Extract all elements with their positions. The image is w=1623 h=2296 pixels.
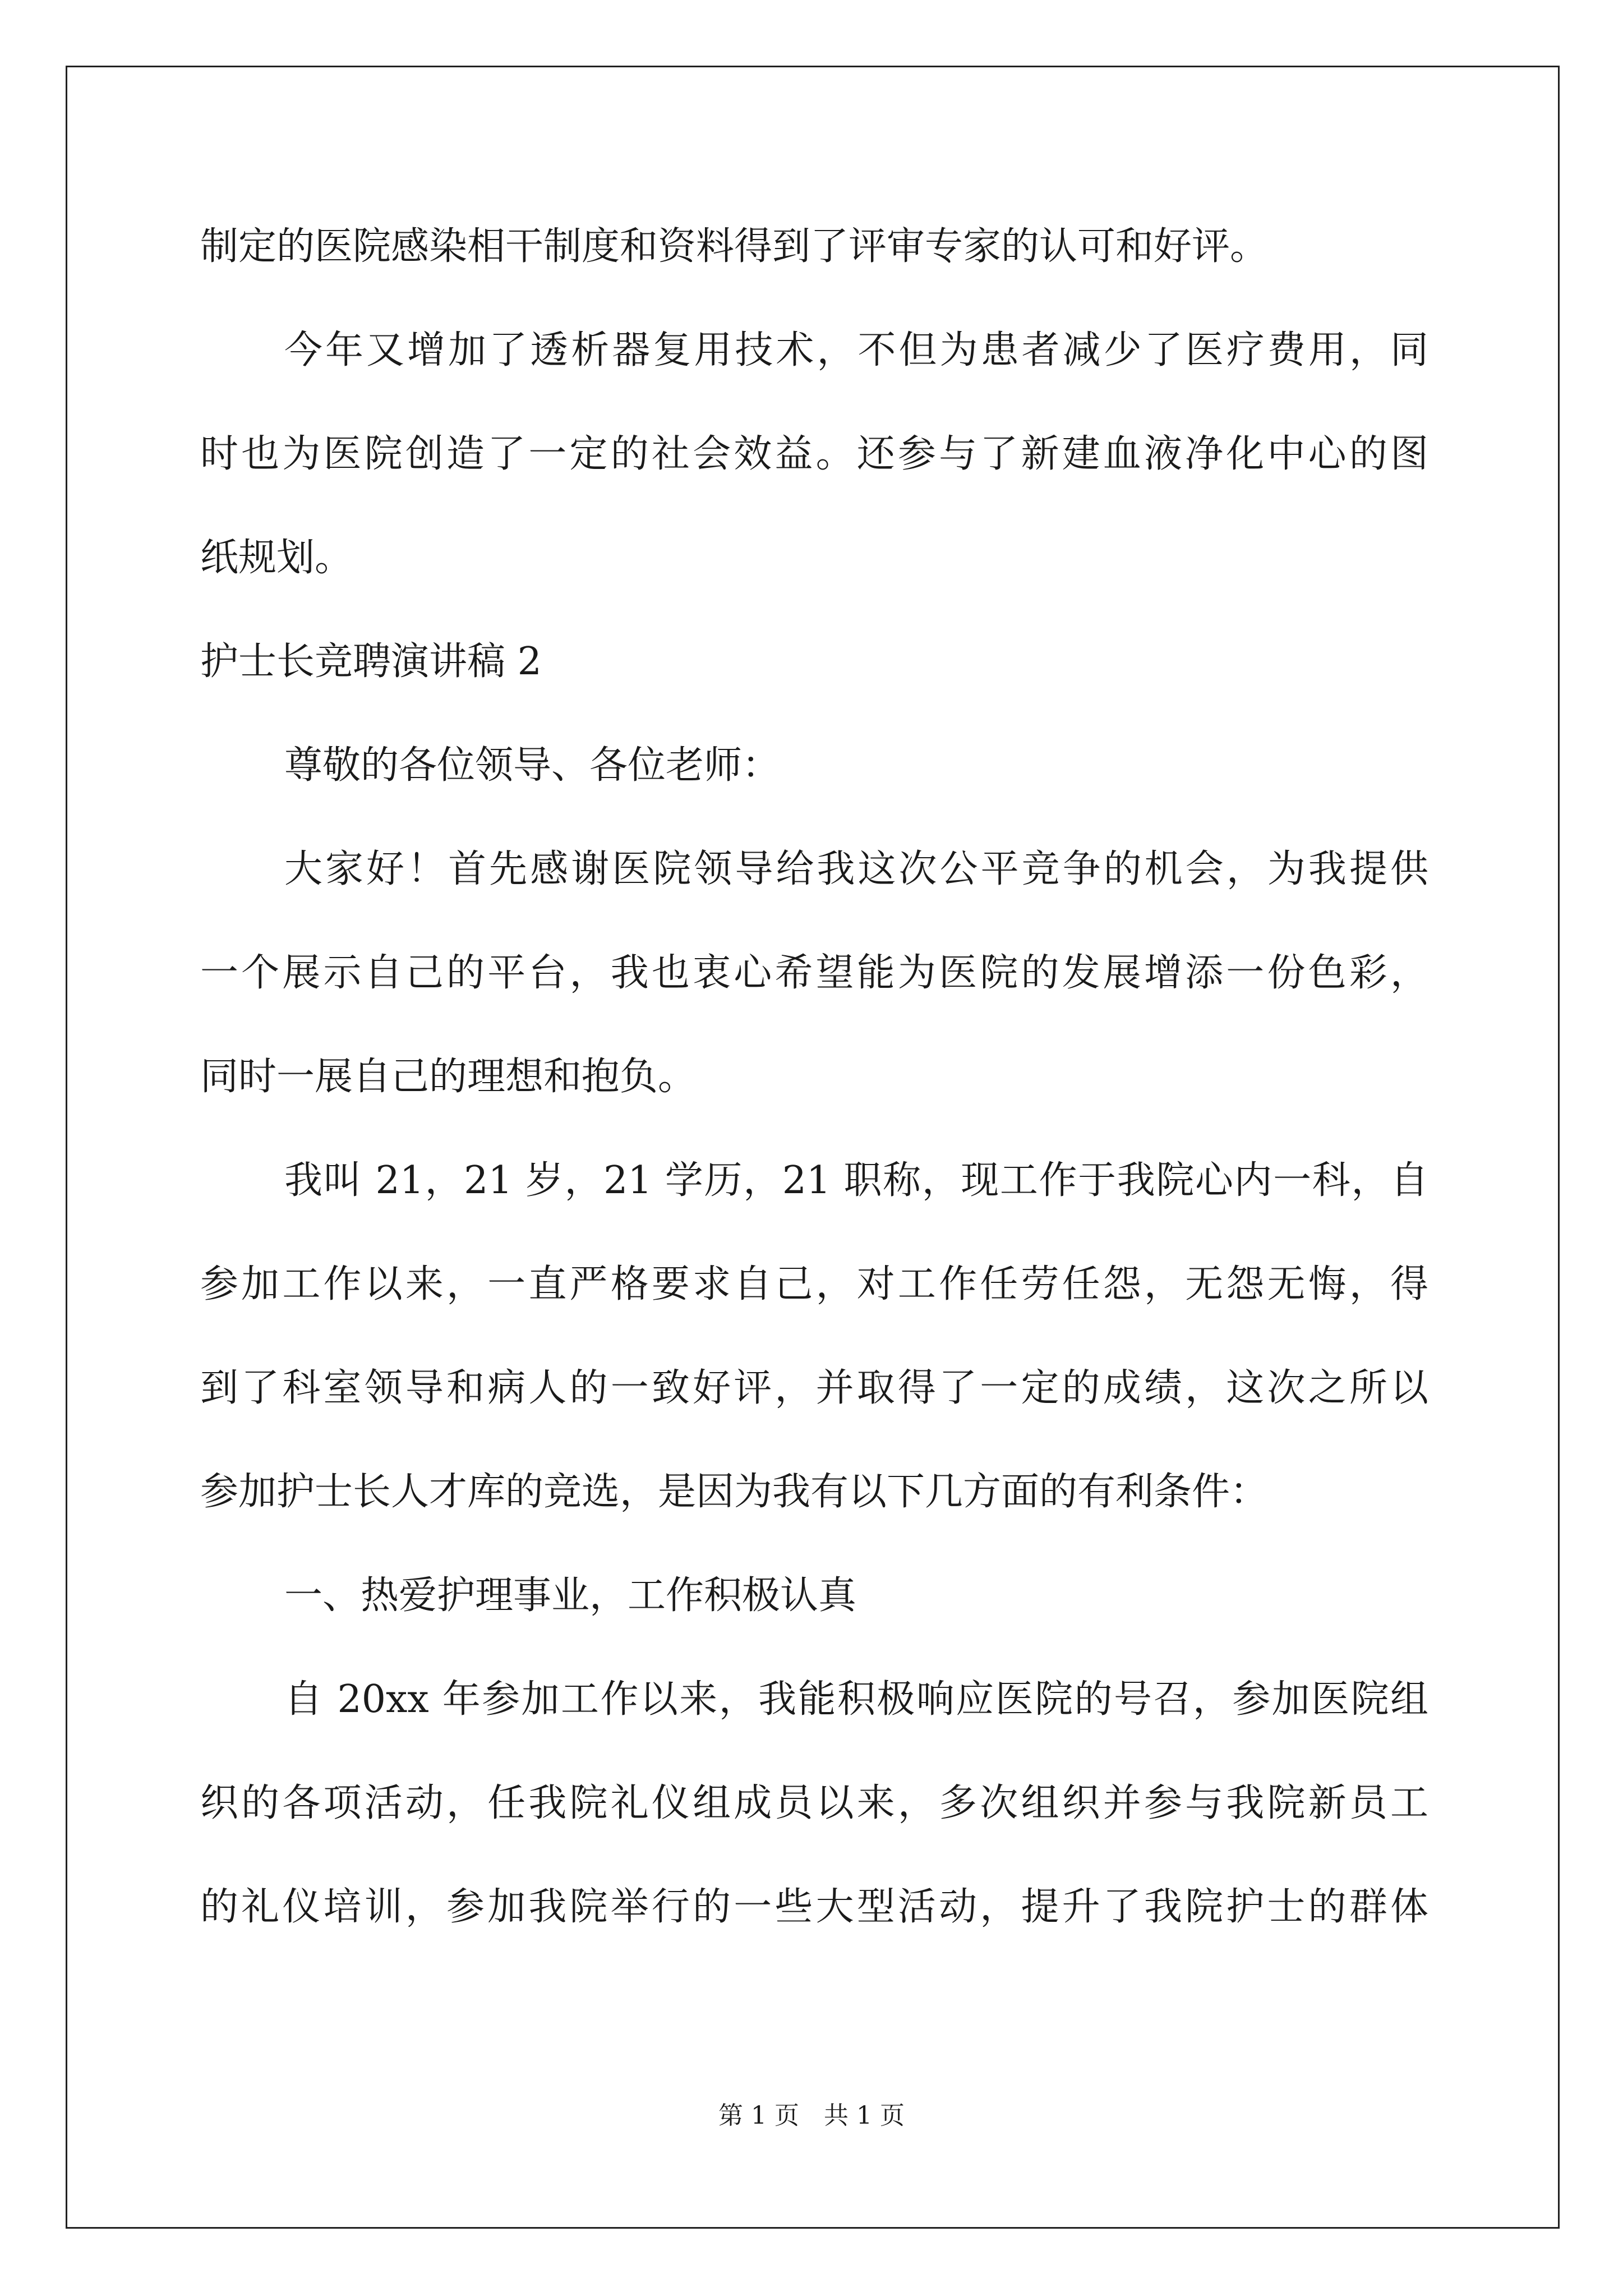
paragraph-line: 参加护士长人才库的竞选，是因为我有以下几方面的有利条件： xyxy=(200,1470,1269,1514)
paragraph-line: 自 20xx 年参加工作以来，我能积极响应医院的号召，参加医院组 xyxy=(284,1677,1428,1722)
salutation-line: 尊敬的各位领导、各位老师： xyxy=(284,743,781,788)
paragraph-line: 制定的医院感染相干制度和资料得到了评审专家的认可和好评。 xyxy=(200,224,1269,269)
paragraph-line: 一个展示自己的平台，我也衷心希望能为医院的发展增添一份色彩， xyxy=(200,951,1428,995)
paragraph-line: 到了科室领导和病人的一致好评，并取得了一定的成绩，这次之所以 xyxy=(200,1366,1428,1410)
section-heading: 护士长竞聘演讲稿 2 xyxy=(200,639,542,684)
paragraph-line: 纸规划。 xyxy=(200,536,353,580)
subheading-line: 一、热爱护理事业，工作积极认真 xyxy=(284,1573,857,1618)
paragraph-line: 大家好！首先感谢医院领导给我这次公平竞争的机会，为我提供 xyxy=(284,847,1428,891)
paragraph-line: 的礼仪培训，参加我院举行的一些大型活动，提升了我院护士的群体 xyxy=(200,1885,1428,1929)
paragraph-line: 织的各项活动，任我院礼仪组成员以来，多次组织并参与我院新员工 xyxy=(200,1781,1428,1825)
paragraph-line: 参加工作以来，一直严格要求自己，对工作任劳任怨，无怨无悔，得 xyxy=(200,1262,1428,1306)
paragraph-line: 时也为医院创造了一定的社会效益。还参与了新建血液净化中心的图 xyxy=(200,432,1428,476)
paragraph-line: 同时一展自己的理想和抱负。 xyxy=(200,1055,697,1099)
paragraph-line: 今年又增加了透析器复用技术，不但为患者减少了医疗费用，同 xyxy=(284,328,1428,372)
page-number-footer: 第 1 页 共 1 页 xyxy=(718,2101,905,2130)
paragraph-line: 我叫 21，21 岁，21 学历，21 职称，现工作于我院心内一科，自 xyxy=(284,1158,1428,1203)
